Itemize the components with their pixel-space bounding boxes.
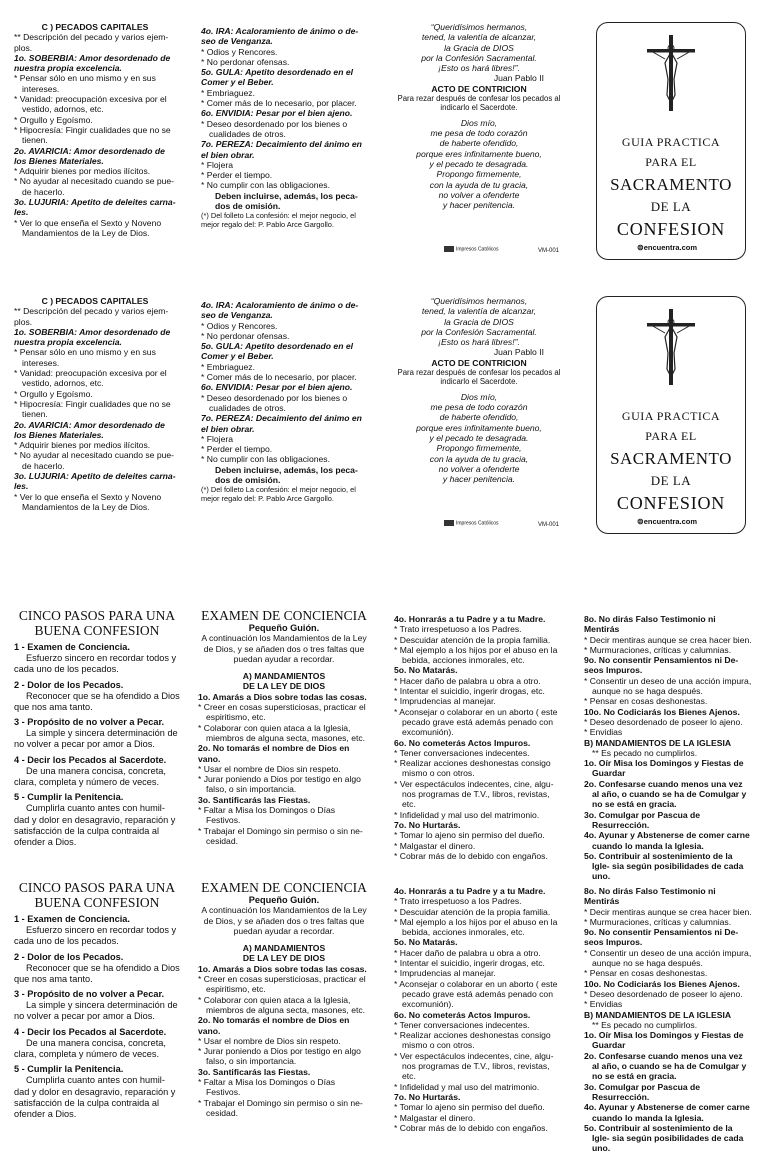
- text-line: BUENA CONFESION: [34, 895, 160, 910]
- act-intro: Para rezar después de confesar los pecados al indicarlo el Sacerdote.: [397, 368, 561, 387]
- sin-title-gula: 5o. GULA: Apetito desordenado en el Comer y el Beber.: [201, 67, 353, 88]
- list-item: * Descuidar atención de la propia familia.: [394, 634, 551, 645]
- step-title: 5 - Cumplir la Penitencia.: [14, 1064, 124, 1075]
- list-item: * Odios y Rencores.: [201, 320, 278, 331]
- list-item: * Pensar sólo en uno mismo y en sus intereses.: [14, 73, 156, 94]
- cover-line-3: SACRAMENTO: [610, 449, 732, 468]
- commandment-2: 2o. No tomarás el nombre de Dios en vano.: [198, 743, 350, 764]
- exam-subtitle: Pequeño Guión.: [248, 623, 320, 633]
- text-line: CINCO PASOS PARA UNA: [18, 608, 176, 623]
- list-item: 1o. Oír Misa los Domingos y Fiestas de Guardar: [584, 758, 744, 779]
- text-line: Dios mío,: [460, 391, 498, 402]
- commandment-9-list: [584, 676, 752, 707]
- list-item: * Decir mentiras aunque se crea hacer bien.: [584, 906, 752, 917]
- sin-title-avaricia: 2o. AVARICIA: Amor desordenado de los Bienes Materiales.: [14, 145, 165, 166]
- commandment-6: 6o. No cometerás Actos Impuros.: [394, 1009, 531, 1020]
- section-a-title: [198, 671, 370, 692]
- section-a-title: [198, 943, 370, 964]
- text-line: BUENA CONFESION: [34, 623, 160, 638]
- list-item: * Envidias: [584, 999, 623, 1010]
- list-item: * Adquirir bienes por medios ilícitos.: [14, 166, 151, 177]
- list-item: 2o. Confesarse cuando menos una vez al año, o cuando se ha de Comulgar y no se está en gracia.: [584, 778, 747, 810]
- list-item: * Deseo desordenado por los bienes o cualidades de otros.: [201, 118, 348, 139]
- list-item: * Faltar a Misa los Domingos o Días Festivos.: [198, 1077, 336, 1098]
- publisher-logo: [444, 520, 499, 526]
- list-item: * Trabajar el Domingo sin permiso o sin ne- cesidad.: [198, 825, 363, 846]
- section-b-title: B) MANDAMIENTOS DE LA IGLESIA: [584, 1009, 732, 1020]
- step-title: 1 - Examen de Conciencia.: [14, 642, 130, 652]
- list-item: * Mal ejemplo a los hijos por el abuso en la bebida, acciones inmorales, etc.: [394, 644, 558, 666]
- text-line: por la Confesión Sacramental.: [421, 52, 537, 63]
- list-item: * Aconsejar o colaborar en un aborto ( este pecado grave está además penado con excomunión).: [394, 978, 558, 1010]
- section-b-note: ** Es pecado no cumplirlos.: [592, 747, 698, 758]
- text-line: me pesa de todo corazón: [430, 402, 528, 413]
- commandment-1-list: [198, 974, 370, 1015]
- sin-list-soberbia: [14, 347, 176, 419]
- list-item: * Consentir un deseo de una acción impura, aunque no se haga después.: [584, 947, 752, 969]
- commandment-10: 10o. No Codiciarás los Bienes Ajenos.: [584, 978, 740, 989]
- commandment-2: 2o. No tomarás el nombre de Dios en vano.: [198, 1015, 350, 1036]
- step-text: La simple y sincera determinación de no volver a pecar por amor a Dios.: [14, 1000, 178, 1022]
- text-line: A) MANDAMIENTOS: [242, 671, 326, 682]
- list-item: * Pensar sólo en uno mismo y en sus intereses.: [14, 347, 156, 368]
- text-line: Propongo firmemente,: [436, 443, 522, 454]
- list-item: * Deseo desordenado de poseer lo ajeno.: [584, 716, 743, 727]
- sin-list-envidia: [201, 119, 365, 140]
- contrition-column: [392, 22, 566, 211]
- list-item: * No perdonar ofensas.: [201, 330, 290, 341]
- step-title: 4 - Decir los Pecados al Sacerdote.: [14, 1026, 167, 1037]
- commandment-4: 4o. Honrarás a tu Padre y a tu Madre.: [394, 614, 546, 624]
- step-text: Reconocer que se ha ofendido a Dios que nos ama tanto.: [14, 690, 180, 712]
- list-item: * Murmuraciones, críticas y calumnias.: [584, 916, 732, 927]
- commandment-8-list: [584, 635, 752, 656]
- step-title: 3 - Propósito de no volver a Pecar.: [14, 989, 165, 1000]
- list-item: * Hipocresía: Fingir cualidades que no se tienen.: [14, 124, 171, 146]
- steps-title: [14, 608, 180, 638]
- text-line: Dios mío,: [460, 117, 498, 128]
- list-item: * Usar el nombre de Dios sin respeto.: [198, 1035, 341, 1046]
- list-item: * Orgullo y Egoísmo.: [14, 114, 93, 125]
- publisher-name: Impresos Católicos: [456, 520, 499, 527]
- commandment-10: 10o. No Codiciarás los Bienes Ajenos.: [584, 706, 740, 717]
- list-item: * Hacer daño de palabra u obra a otro.: [394, 947, 541, 958]
- examination-column: [198, 880, 370, 1118]
- commandment-4-list: [394, 896, 564, 937]
- capital-sins-column-2: [201, 300, 365, 503]
- section-title: C ) PECADOS CAPITALES: [41, 22, 149, 32]
- text-line: ¡Esto os hará libres!”.: [438, 63, 520, 74]
- list-item: * No ayudar al necesitado cuando se pue- de hacerlo.: [14, 176, 175, 197]
- crucifix-icon: [641, 307, 701, 387]
- commandment-2-list: [198, 764, 370, 795]
- exam-intro: A continuación los Mandamientos de la Ley de Dios, y se añaden dos o tres faltas que puedan ayudar a recordar.: [201, 905, 367, 936]
- list-item: 2o. Confesarse cuando menos una vez al año, o cuando se ha de Comulgar y no se está en gracia.: [584, 1050, 747, 1082]
- cover-card: [596, 22, 746, 260]
- omission-note: Deben incluirse, además, los peca- dos de omisión.: [215, 190, 358, 212]
- list-item: * No cumplir con las obligaciones.: [201, 180, 330, 191]
- text-line: porque eres infinitamente bueno,: [416, 148, 542, 159]
- list-item: * Flojera: [201, 159, 233, 170]
- sin-title-avaricia: 2o. AVARICIA: Amor desordenado de los Bienes Materiales.: [14, 419, 165, 440]
- sin-list-ira: [201, 321, 365, 342]
- sin-title-pereza: 7o. PEREZA: Decaimiento del ánimo en el bien obrar.: [201, 139, 362, 160]
- commandment-1: 1o. Amarás a Dios sobre todas las cosas.: [198, 691, 367, 702]
- text-line: Propongo firmemente,: [436, 169, 522, 180]
- step-text: Esfuerzo sincero en recordar todos y cada uno de los pecados.: [14, 653, 177, 675]
- quote-author: Juan Pablo II: [493, 347, 544, 358]
- list-item: * Intentar el suicidio, ingerir drogas, etc.: [394, 686, 545, 697]
- commandment-10-list: [584, 717, 752, 738]
- commandment-5-list: [394, 676, 564, 738]
- text-line: y el pecado te desagrada.: [429, 159, 529, 170]
- commandment-6-list: [394, 1020, 564, 1092]
- list-item: * No cumplir con las obligaciones.: [201, 454, 330, 465]
- commandments-column: [394, 614, 564, 861]
- exam-title: EXAMEN DE CONCIENCIA: [201, 608, 367, 623]
- list-item: * Infidelidad y mal uso del matrimonio.: [394, 1081, 540, 1092]
- sin-title-ira: 4o. IRA: Acaloramiento de ánimo o de- seo de Venganza.: [201, 300, 359, 321]
- text-line: DE LA LEY DE DIOS: [242, 681, 326, 692]
- sin-list-lujuria: [14, 492, 176, 513]
- text-line: la Gracia de DIOS: [444, 316, 514, 327]
- commandment-8: 8o. No dirás Falso Testimonio ni Mentirás: [584, 614, 716, 635]
- sin-list-avaricia: [14, 440, 176, 471]
- exam-intro: A continuación los Mandamientos de la Ley de Dios, y se añaden dos o tres faltas que puedan ayudar a recordar.: [201, 633, 367, 664]
- capital-sins-column-2: [201, 26, 365, 229]
- list-item: * Comer más de lo necesario, por placer.: [201, 372, 357, 383]
- section-b-note: ** Es pecado no cumplirlos.: [592, 1019, 698, 1030]
- contrition-column: [392, 296, 566, 485]
- list-item: * Trato irrespetuoso a los Padres.: [394, 624, 522, 635]
- website-logo: ⊜encuentra.com: [637, 243, 698, 252]
- list-item: * Pensar en cosas deshonestas.: [584, 968, 708, 979]
- omission-note: Deben incluirse, además, los peca- dos de omisión.: [215, 464, 358, 486]
- sin-list-avaricia: [14, 166, 176, 197]
- cover-line-1: GUIA PRACTICA: [621, 409, 721, 423]
- commandment-3: 3o. Santificarás las Fiestas.: [198, 794, 311, 805]
- section-b-title: B) MANDAMIENTOS DE LA IGLESIA: [584, 737, 732, 748]
- list-item: * Colaborar con quien ataca a la Iglesia, miembros de alguna secta, masones, etc.: [198, 722, 366, 743]
- step-text: Cumplirla cuanto antes con humil- dad y dolor en desagravio, reparación y satisfacción de la culpa contraida al ofender a Dios.: [14, 1075, 176, 1120]
- list-item: * Adquirir bienes por medios ilícitos.: [14, 440, 151, 451]
- text-line: y hacer penitencia.: [442, 474, 516, 485]
- text-line: DE LA LEY DE DIOS: [242, 953, 326, 964]
- commandment-4: 4o. Honrarás a tu Padre y a tu Madre.: [394, 886, 546, 896]
- list-item: * Cobrar más de lo debido con engaños.: [394, 850, 548, 861]
- act-title: ACTO DE CONTRICION: [431, 357, 527, 368]
- publisher-name: Impresos Católicos: [456, 246, 499, 253]
- sin-list-soberbia: [14, 73, 176, 145]
- act-intro: Para rezar después de confesar los pecados al indicarlo el Sacerdote.: [397, 94, 561, 113]
- list-item: * Perder el tiempo.: [201, 170, 273, 181]
- list-item: * Realizar acciones deshonestas consigo mismo o con otros.: [394, 758, 551, 779]
- list-item: * Tomar lo ajeno sin permiso del dueño.: [394, 1102, 545, 1113]
- steps-title: [14, 880, 180, 910]
- sin-list-ira: [201, 47, 365, 68]
- list-item: * No perdonar ofensas.: [201, 56, 290, 67]
- step-text: De una manera concisa, concreta, clara, completa y número de veces.: [14, 1037, 166, 1060]
- list-item: * Vanidad: preocupación excesiva por el vestido, adornos, etc.: [14, 94, 167, 115]
- text-line: porque eres infinitamente bueno,: [416, 422, 542, 433]
- exam-subtitle: Pequeño Guión.: [248, 895, 320, 905]
- text-line: la Gracia de DIOS: [444, 42, 514, 53]
- commandment-5: 5o. No Matarás.: [394, 937, 458, 948]
- sin-title-ira: 4o. IRA: Acaloramiento de ánimo o de- seo de Venganza.: [201, 26, 359, 47]
- commandments-column: [394, 886, 564, 1133]
- list-item: * Aconsejar o colaborar en un aborto ( este pecado grave está además penado con excomunión).: [394, 706, 558, 738]
- church-commandments-list: [584, 1030, 752, 1154]
- list-item: * Ver espectáculos indecentes, cine, algu- nos programas de T.V., libros, revistas, etc.: [394, 1050, 554, 1082]
- commandment-8: 8o. No dirás Falso Testimonio ni Mentirás: [584, 886, 716, 907]
- step-title: 4 - Decir los Pecados al Sacerdote.: [14, 754, 167, 765]
- list-item: * Faltar a Misa los Domingos o Días Festivos.: [198, 805, 336, 826]
- text-line: tened, la valentía de alcanzar,: [421, 32, 537, 43]
- list-item: * Tomar lo ajeno sin permiso del dueño.: [394, 830, 545, 841]
- capital-sins-column: [14, 22, 176, 238]
- commandment-3-list: [198, 805, 370, 846]
- commandment-5: 5o. No Matarás.: [394, 665, 458, 676]
- sin-list-gula: [201, 88, 365, 109]
- note: ** Descripción del pecado y varios ejem- plos.: [14, 32, 169, 53]
- commandment-9: 9o. No consentir Pensamientos ni De- seos Impuros.: [584, 927, 739, 948]
- list-item: * Embriaguez.: [201, 361, 255, 372]
- text-line: tened, la valentía de alcanzar,: [421, 306, 537, 317]
- crucifix-icon: [641, 33, 701, 113]
- text-line: de haberte ofendido,: [439, 412, 519, 423]
- step-text: Reconocer que se ha ofendido a Dios que nos ama tanto.: [14, 962, 180, 984]
- cover-line-4: DE LA: [650, 473, 692, 488]
- pope-quote: [392, 22, 566, 73]
- steps-list: [14, 642, 180, 849]
- list-item: * Murmuraciones, críticas y calumnias.: [584, 644, 732, 655]
- website-logo: ⊜encuentra.com: [637, 517, 698, 526]
- commandment-7-list: [394, 1102, 564, 1133]
- list-item: 4o. Ayunar y Abstenerse de comer carne cuando lo manda la Iglesia.: [584, 830, 750, 851]
- list-item: * Hacer daño de palabra u obra a otro.: [394, 675, 541, 686]
- list-item: 3o. Comulgar por Pascua de Resurrección.: [584, 1081, 701, 1102]
- publisher-logo: [444, 246, 499, 252]
- cover-line-4: DE LA: [650, 199, 692, 214]
- step-text: La simple y sincera determinación de no volver a pecar por amor a Dios.: [14, 728, 178, 750]
- list-item: * Envidias: [584, 727, 623, 738]
- step-title: 2 - Dolor de los Pecados.: [14, 679, 124, 690]
- list-item: * Ver lo que enseña el Sexto y Noveno Mandamientos de la Ley de Dios.: [14, 491, 162, 512]
- sin-title-soberbia: 1o. SOBERBIA: Amor desordenado de nuestra propia excelencia.: [14, 326, 171, 348]
- product-code: VM-001: [538, 522, 560, 528]
- sin-list-pereza: [201, 160, 365, 191]
- list-item: 5o. Contribuir al sostenimiento de la Igle- sia según posibilidades de cada uno.: [584, 1122, 744, 1154]
- pope-quote: [392, 296, 566, 347]
- list-item: * Deseo desordenado por los bienes o cualidades de otros.: [201, 392, 348, 413]
- sin-title-envidia: 6o. ENVIDIA: Pesar por el bien ajeno.: [201, 382, 353, 393]
- text-line: “Queridísimos hermanos,: [430, 22, 528, 32]
- list-item: * Imprudencias al manejar.: [394, 696, 496, 707]
- list-item: * Creer en cosas supersticiosas, practicar el espiritismo, etc.: [198, 974, 366, 995]
- list-item: * Malgastar el dinero.: [394, 1112, 476, 1123]
- examination-column: [198, 608, 370, 846]
- five-steps-column: [14, 880, 180, 1121]
- footnote: (*) Del folleto La confesión: el mejor negocio, el mejor regalo del: P. Pablo Arce Gargollo.: [201, 485, 356, 504]
- text-line: ¡Esto os hará libres!”.: [438, 337, 520, 348]
- list-item: * Hipocresía: Fingir cualidades que no se tienen.: [14, 398, 171, 420]
- list-item: * Deseo desordenado de poseer lo ajeno.: [584, 988, 743, 999]
- commandment-7: 7o. No Hurtarás.: [394, 819, 461, 830]
- list-item: * Pensar en cosas deshonestas.: [584, 696, 708, 707]
- list-item: * Decir mentiras aunque se crea hacer bien.: [584, 634, 752, 645]
- step-title: 2 - Dolor de los Pecados.: [14, 951, 124, 962]
- list-item: 4o. Ayunar y Abstenerse de comer carne cuando lo manda la Iglesia.: [584, 1102, 750, 1123]
- list-item: 3o. Comulgar por Pascua de Resurrección.: [584, 809, 701, 830]
- sin-title-lujuria: 3o. LUJURIA: Apetito de deleites carna- les.: [14, 471, 176, 492]
- list-item: * Mal ejemplo a los hijos por el abuso en la bebida, acciones inmorales, etc.: [394, 916, 558, 938]
- list-item: * Comer más de lo necesario, por placer.: [201, 98, 357, 109]
- five-steps-column: [14, 608, 180, 849]
- cover-line-5: CONFESION: [616, 493, 726, 513]
- list-item: * Perder el tiempo.: [201, 444, 273, 455]
- list-item: * Embriaguez.: [201, 87, 255, 98]
- list-item: * Orgullo y Egoísmo.: [14, 388, 93, 399]
- section-title: C ) PECADOS CAPITALES: [41, 296, 149, 306]
- text-line: no volver a ofenderte: [438, 463, 520, 474]
- quote-author: Juan Pablo II: [493, 73, 544, 84]
- sin-title-envidia: 6o. ENVIDIA: Pesar por el bien ajeno.: [201, 108, 353, 119]
- list-item: * Intentar el suicidio, ingerir drogas, etc.: [394, 958, 545, 969]
- commandment-1-list: [198, 702, 370, 743]
- list-item: * Trabajar el Domingo sin permiso o sin ne- cesidad.: [198, 1097, 363, 1118]
- list-item: * Ver espectáculos indecentes, cine, algu- nos programas de T.V., libros, revistas, etc.: [394, 778, 554, 810]
- text-line: no volver a ofenderte: [438, 189, 520, 200]
- commandment-3-list: [198, 1077, 370, 1118]
- list-item: 1o. Oír Misa los Domingos y Fiestas de Guardar: [584, 1030, 744, 1051]
- list-item: * No ayudar al necesitado cuando se pue- de hacerlo.: [14, 450, 175, 471]
- step-title: 5 - Cumplir la Penitencia.: [14, 792, 124, 803]
- commandment-6: 6o. No cometerás Actos Impuros.: [394, 737, 531, 748]
- sin-title-gula: 5o. GULA: Apetito desordenado en el Comer y el Beber.: [201, 341, 353, 362]
- list-item: * Odios y Rencores.: [201, 46, 278, 57]
- exam-title: EXAMEN DE CONCIENCIA: [201, 880, 367, 895]
- sin-list-gula: [201, 362, 365, 383]
- text-line: de haberte ofendido,: [439, 138, 519, 149]
- sin-title-soberbia: 1o. SOBERBIA: Amor desordenado de nuestra propia excelencia.: [14, 52, 171, 74]
- list-item: * Usar el nombre de Dios sin respeto.: [198, 763, 341, 774]
- sin-title-lujuria: 3o. LUJURIA: Apetito de deleites carna- les.: [14, 197, 176, 218]
- text-line: me pesa de todo corazón: [430, 128, 528, 139]
- list-item: * Ver lo que enseña el Sexto y Noveno Mandamientos de la Ley de Dios.: [14, 217, 162, 238]
- note: ** Descripción del pecado y varios ejem- plos.: [14, 306, 169, 327]
- commandment-1: 1o. Amarás a Dios sobre todas las cosas.: [198, 963, 367, 974]
- capital-sins-column: [14, 296, 176, 512]
- sin-list-lujuria: [14, 218, 176, 239]
- list-item: * Creer en cosas supersticiosas, practicar el espiritismo, etc.: [198, 702, 366, 723]
- text-line: “Queridísimos hermanos,: [430, 296, 528, 306]
- footnote: (*) Del folleto La confesión: el mejor negocio, el mejor regalo del: P. Pablo Arce Gargollo.: [201, 211, 356, 230]
- cover-card: [596, 296, 746, 534]
- step-title: 3 - Propósito de no volver a Pecar.: [14, 717, 165, 728]
- list-item: * Infidelidad y mal uso del matrimonio.: [394, 809, 540, 820]
- commandment-9-list: [584, 948, 752, 979]
- cover-line-1: GUIA PRACTICA: [621, 135, 721, 149]
- list-item: * Realizar acciones deshonestas consigo mismo o con otros.: [394, 1030, 551, 1051]
- act-title: ACTO DE CONTRICION: [431, 83, 527, 94]
- text-line: por la Confesión Sacramental.: [421, 326, 537, 337]
- text-line: con la ayuda de tu gracia,: [429, 453, 529, 464]
- list-item: * Jurar poniendo a Dios por testigo en algo falso, o sin importancia.: [198, 1046, 361, 1067]
- commandment-6-list: [394, 748, 564, 820]
- list-item: * Descuidar atención de la propia familia.: [394, 906, 551, 917]
- cover-line-5: CONFESION: [616, 219, 726, 239]
- list-item: * Imprudencias al manejar.: [394, 968, 496, 979]
- list-item: * Jurar poniendo a Dios por testigo en algo falso, o sin importancia.: [198, 774, 361, 795]
- list-item: * Trato irrespetuoso a los Padres.: [394, 896, 522, 907]
- step-text: De una manera concisa, concreta, clara, completa y número de veces.: [14, 765, 166, 788]
- text-line: CINCO PASOS PARA UNA: [18, 880, 176, 895]
- sin-list-pereza: [201, 434, 365, 465]
- cover-line-2: PARA EL: [645, 429, 697, 443]
- commandment-7: 7o. No Hurtarás.: [394, 1091, 461, 1102]
- text-line: y hacer penitencia.: [442, 200, 516, 211]
- step-text: Esfuerzo sincero en recordar todos y cada uno de los pecados.: [14, 925, 177, 947]
- sin-title-pereza: 7o. PEREZA: Decaimiento del ánimo en el bien obrar.: [201, 413, 362, 434]
- cover-line-2: PARA EL: [645, 155, 697, 169]
- list-item: * Colaborar con quien ataca a la Iglesia, miembros de alguna secta, masones, etc.: [198, 994, 366, 1015]
- list-item: * Cobrar más de lo debido con engaños.: [394, 1122, 548, 1133]
- church-commandments-column: [584, 614, 752, 882]
- list-item: 5o. Contribuir al sostenimiento de la Igle- sia según posibilidades de cada uno.: [584, 850, 744, 882]
- step-title: 1 - Examen de Conciencia.: [14, 914, 130, 924]
- commandment-4-list: [394, 624, 564, 665]
- list-item: * Flojera: [201, 433, 233, 444]
- contrition-prayer: [392, 118, 566, 211]
- commandment-5-list: [394, 948, 564, 1010]
- list-item: * Tener conversaciones indecentes.: [394, 1019, 530, 1030]
- commandment-3: 3o. Santificarás las Fiestas.: [198, 1066, 311, 1077]
- publisher-icon: [444, 246, 454, 252]
- steps-list: [14, 914, 180, 1121]
- text-line: A) MANDAMIENTOS: [242, 943, 326, 954]
- step-text: Cumplirla cuanto antes con humil- dad y dolor en desagravio, reparación y satisfacción de la culpa contraida al ofender a Dios.: [14, 803, 176, 848]
- commandment-9: 9o. No consentir Pensamientos ni De- seos Impuros.: [584, 655, 739, 676]
- sin-list-envidia: [201, 393, 365, 414]
- church-commandments-list: [584, 758, 752, 882]
- text-line: con la ayuda de tu gracia,: [429, 179, 529, 190]
- publisher-icon: [444, 520, 454, 526]
- commandment-2-list: [198, 1036, 370, 1067]
- commandment-8-list: [584, 907, 752, 928]
- commandment-7-list: [394, 830, 564, 861]
- commandment-10-list: [584, 989, 752, 1010]
- list-item: * Vanidad: preocupación excesiva por el vestido, adornos, etc.: [14, 368, 167, 389]
- cover-line-3: SACRAMENTO: [610, 175, 732, 194]
- church-commandments-column: [584, 886, 752, 1154]
- product-code: VM-001: [538, 248, 560, 254]
- text-line: y el pecado te desagrada.: [429, 433, 529, 444]
- list-item: * Consentir un deseo de una acción impura, aunque no se haga después.: [584, 675, 752, 697]
- list-item: * Tener conversaciones indecentes.: [394, 747, 530, 758]
- list-item: * Malgastar el dinero.: [394, 840, 476, 851]
- contrition-prayer: [392, 392, 566, 485]
